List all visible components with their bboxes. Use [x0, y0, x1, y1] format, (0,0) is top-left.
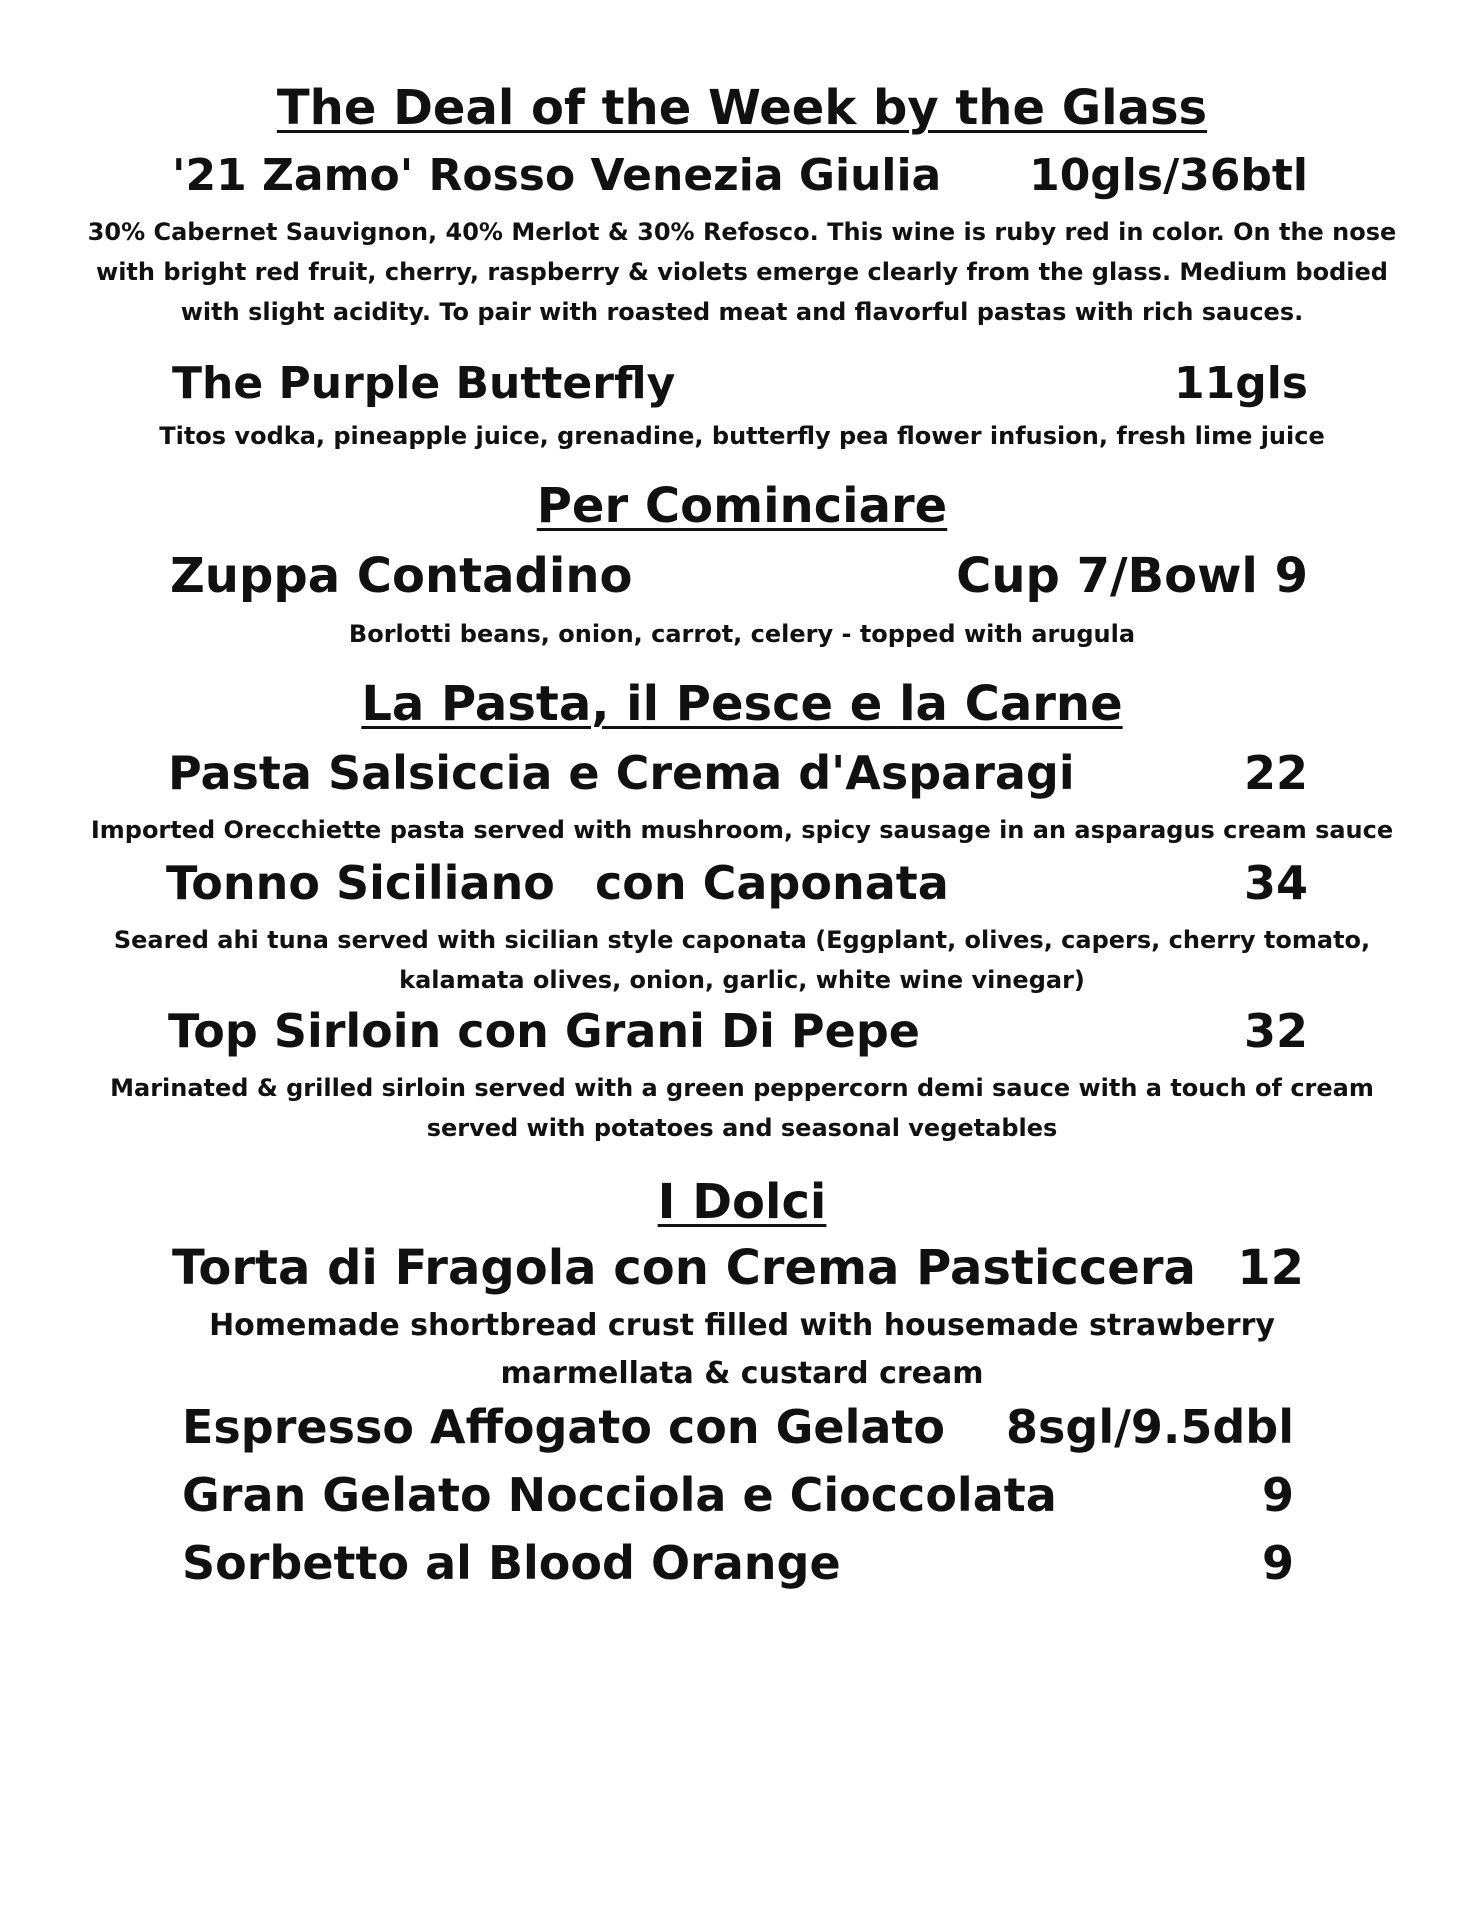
item-price: 9	[1261, 1536, 1294, 1590]
item-price: 8sgl/9.5dbl	[1006, 1400, 1294, 1454]
description-line: Borlotti beans, onion, carrot, celery - topped with arugula	[348, 620, 1136, 648]
menu-item-sirloin	[0, 1004, 1484, 1060]
description-line: Imported Orecchiette pasta served with mushroom, spicy sausage in an asparagus cream sauce	[90, 816, 1394, 844]
item-name-suffix: con Caponata	[595, 856, 949, 910]
item-price: Cup 7/Bowl 9	[956, 548, 1308, 604]
item-description-torta	[40, 1302, 1444, 1398]
description-line: Marinated & grilled sirloin served with a green peppercorn demi sauce with a touch of cream	[110, 1074, 1374, 1102]
menu-item-gran-gelato	[0, 1468, 1484, 1524]
description-line: kalamata olives, onion, garlic, white wine vinegar)	[399, 966, 1085, 994]
item-description-cocktail	[40, 416, 1444, 456]
item-price: 22	[1243, 746, 1308, 800]
section-heading-per-cominciare: Per Cominciare	[536, 478, 948, 534]
menu-item-cocktail	[0, 358, 1484, 414]
item-price: 11gls	[1174, 358, 1308, 409]
description-line: 30% Cabernet Sauvignon, 40% Merlot & 30% Refosco. This wine is ruby red in color. On the nose	[87, 218, 1397, 246]
item-name: The Purple Butterfly	[172, 358, 676, 409]
item-name: Zuppa Contadino	[170, 548, 633, 604]
description-line: with slight acidity. To pair with roasted meat and flavorful pastas with rich sauces.	[180, 298, 1304, 326]
item-price: 34	[1243, 856, 1308, 910]
item-description-sirloin	[40, 1068, 1444, 1148]
menu-item-zuppa	[0, 548, 1484, 604]
description-line: Titos vodka, pineapple juice, grenadine, butterfly pea flower infusion, fresh lime juice	[159, 422, 1325, 450]
item-name: Top Sirloin con Grani Di Pepe	[168, 1004, 920, 1058]
item-name: Espresso Affogato con Gelato	[182, 1400, 946, 1454]
item-description-pasta	[40, 810, 1444, 850]
item-price: 12	[1237, 1240, 1304, 1296]
item-name: '21 Zamo' Rosso Venezia Giulia	[172, 150, 942, 201]
section-heading-deal-of-week: The Deal of the Week by the Glass	[276, 80, 1208, 136]
description-line: Seared ahi tuna served with sicilian style caponata (Eggplant, olives, capers, cherry tomato,	[113, 926, 1371, 954]
item-description-wine	[40, 212, 1444, 332]
section-heading-pasta-pesce-carne: La Pasta, il Pesce e la Carne	[361, 676, 1123, 732]
item-price: 9	[1261, 1468, 1294, 1522]
menu-item-affogato	[0, 1400, 1484, 1456]
item-name: Tonno Siciliano	[166, 856, 555, 910]
item-name: Torta di Fragola con Crema Pasticcera	[172, 1240, 1196, 1296]
menu-item-tonno	[0, 856, 1484, 912]
item-name: Gran Gelato Nocciola e Cioccolata	[182, 1468, 1057, 1522]
item-description-zuppa	[40, 614, 1444, 654]
menu-item-wine	[0, 150, 1484, 206]
item-description-tonno	[40, 920, 1444, 1000]
description-line: with bright red fruit, cherry, raspberry & violets emerge clearly from the glass. Medium bodied	[96, 258, 1388, 286]
section-heading-i-dolci: I Dolci	[657, 1174, 827, 1230]
item-name: Sorbetto al Blood Orange	[182, 1536, 841, 1590]
item-price: 32	[1243, 1004, 1308, 1058]
menu-item-pasta	[0, 746, 1484, 802]
menu-item-torta	[0, 1240, 1484, 1296]
description-line: marmellata & custard cream	[500, 1356, 984, 1391]
description-line: Homemade shortbread crust filled with housemade strawberry	[209, 1308, 1275, 1343]
item-name: Pasta Salsiccia e Crema d'Asparagi	[168, 746, 1075, 800]
description-line: served with potatoes and seasonal vegetables	[426, 1114, 1058, 1142]
menu-item-sorbetto	[0, 1536, 1484, 1592]
item-price: 10gls/36btl	[1029, 150, 1308, 201]
